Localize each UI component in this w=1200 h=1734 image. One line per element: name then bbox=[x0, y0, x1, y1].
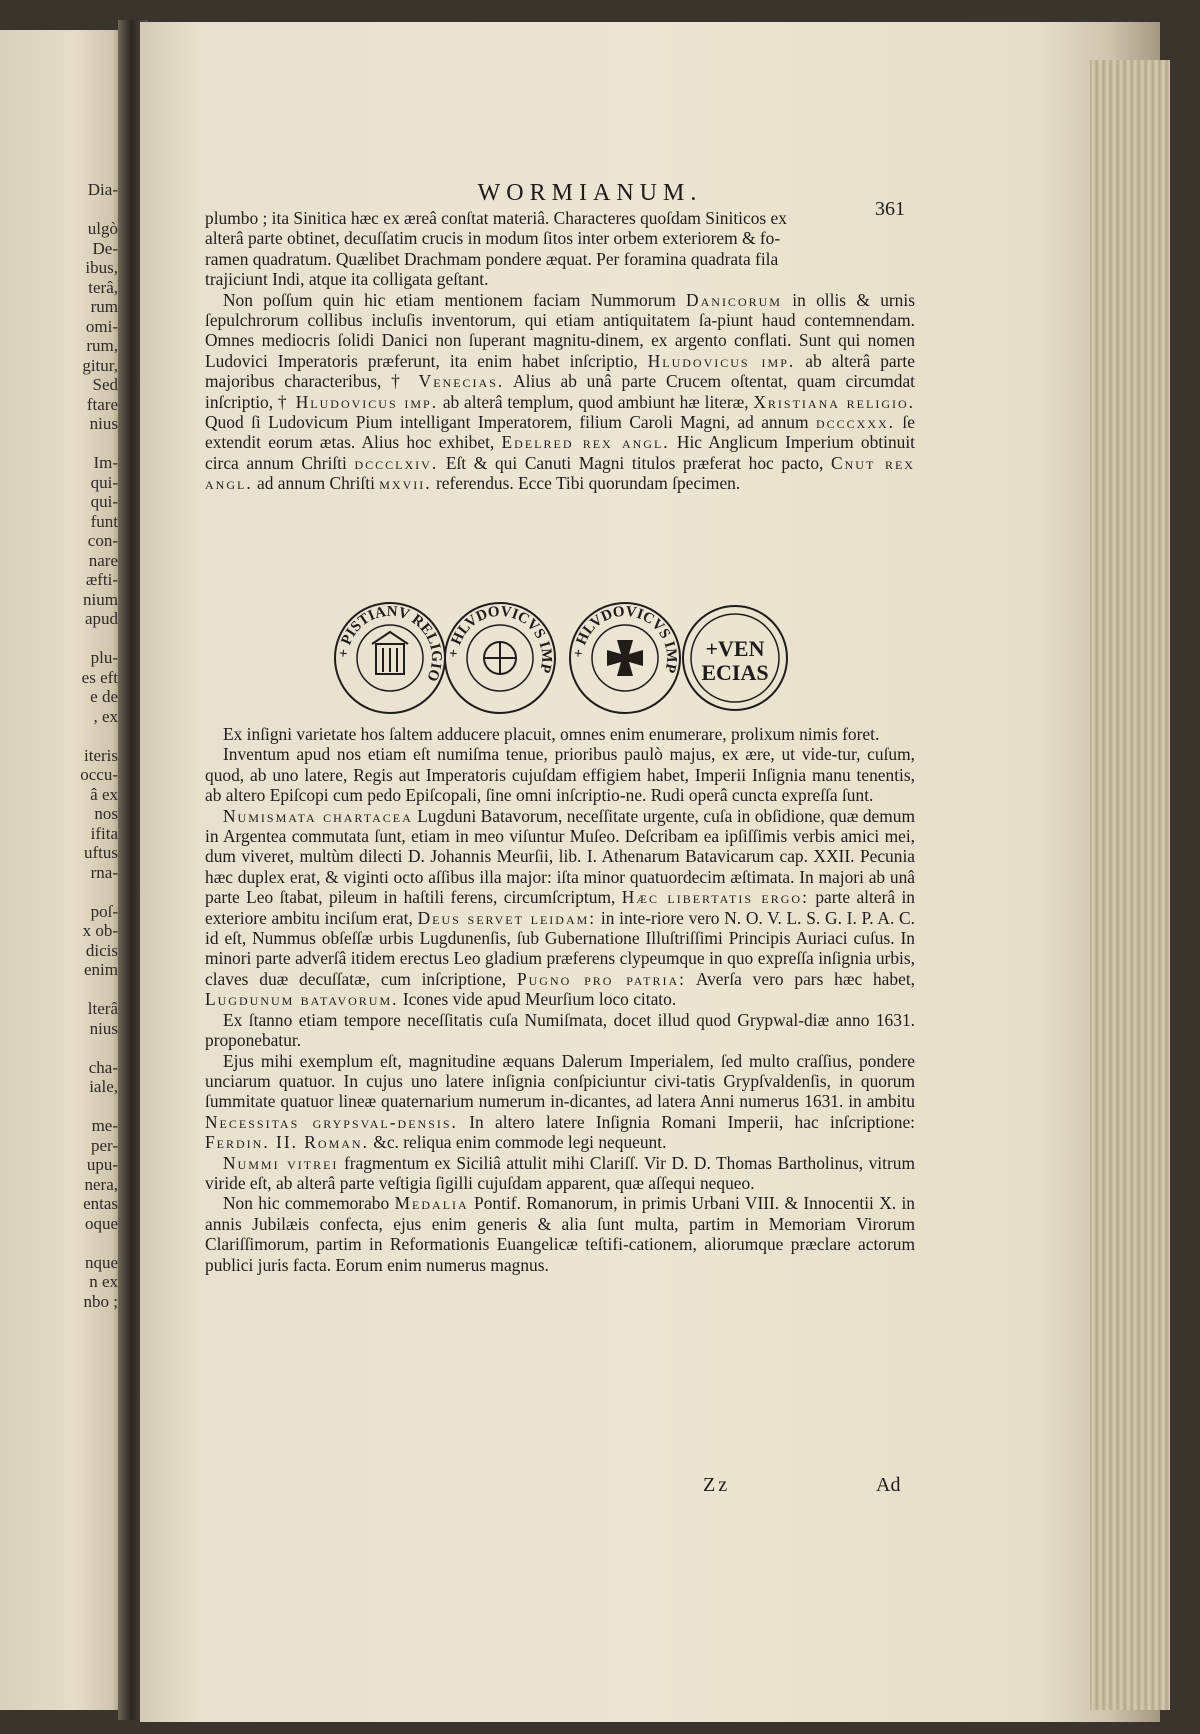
left-margin-fragment: ulgò bbox=[87, 219, 118, 238]
left-margin-fragment: nera, bbox=[84, 1174, 118, 1194]
left-margin-fragment bbox=[2, 434, 122, 454]
left-margin-fragment: iale, bbox=[89, 1077, 118, 1096]
running-head: WORMIANUM. bbox=[477, 180, 703, 206]
left-margin-fragment: e de bbox=[90, 687, 118, 706]
left-margin-fragment: nare bbox=[88, 550, 118, 570]
paragraph-medalia: Non hic commemorabo Medalia Pontif. Romanorum, in primis Urbani VIII. & Innocentii X. in annis Jubilæis confecta, ejus enim generis & alia ſunt multa, partim in Memoriam Virorum Clariſſimorum, partim in Reformationis Euangelicæ teſtifi-cationem, aliorumque præclare actorum publici juris facta. Eorum enim numerus magnus. bbox=[205, 1193, 916, 1275]
left-margin-fragment: x ob- bbox=[82, 921, 118, 940]
coin-2 bbox=[445, 603, 555, 713]
left-margin-fragment: nius bbox=[89, 1018, 118, 1038]
left-margin-fragment: ibus, bbox=[85, 258, 118, 277]
left-margin-fragment: omi- bbox=[85, 316, 118, 336]
coin-3-legend: + HLVDOVICVS IMP bbox=[570, 603, 680, 675]
left-margin-fragment: Sed bbox=[92, 375, 118, 394]
coin-3 bbox=[570, 603, 680, 713]
paragraph-ex-stanno: Ex ſtanno etiam tempore neceſſitatis cuſa Numiſmata, docet illud quod Grypwal-diæ anno 1631. proponebatur. bbox=[205, 1009, 915, 1051]
left-margin-fragment bbox=[2, 1097, 122, 1117]
left-page bbox=[0, 30, 125, 1710]
paragraph-line: plumbo ; ita Sinitica hæc ex æreâ conſtat materiâ. Characteres quoſdam Siniticos ex bbox=[205, 208, 787, 228]
coin-2-legend: + HLVDOVICVS IMP bbox=[445, 603, 555, 675]
coin-1-legend: + PISTIANV RELIGIO bbox=[335, 603, 445, 684]
left-margin-fragment bbox=[2, 200, 122, 220]
left-margin-fragment: apud bbox=[84, 609, 118, 628]
coin-illustrations bbox=[330, 598, 790, 718]
left-margin-fragment: æfti- bbox=[85, 570, 118, 589]
left-margin-fragment: nium bbox=[83, 589, 118, 609]
left-margin-fragment bbox=[2, 726, 122, 746]
left-margin-fragment: uftus bbox=[84, 843, 118, 862]
left-margin-fragment: occu- bbox=[80, 765, 118, 784]
left-margin-fragment bbox=[2, 980, 122, 1000]
left-margin-fragments bbox=[2, 180, 122, 1311]
left-margin-fragment: rum bbox=[90, 297, 118, 316]
left-margin-fragment: ifita bbox=[90, 823, 118, 843]
left-margin-fragment: De- bbox=[92, 238, 118, 258]
left-margin-fragment: dicis bbox=[85, 940, 118, 960]
paragraph-nummi-vitrei: Nummi vitrei fragmentum ex Siciliâ attulit mihi Clariſſ. Vir D. D. Thomas Bartholinus, vitrum viride eſt, ab alterâ parte veſtigia ſigilli cujuſdam apparent, quæ aſſequi nequeo. bbox=[205, 1152, 915, 1193]
left-margin-fragment: nius bbox=[89, 414, 118, 433]
left-margin-fragment: n ex bbox=[89, 1272, 118, 1291]
catchword: Ad bbox=[876, 1474, 901, 1496]
left-margin-fragment: upu- bbox=[86, 1155, 118, 1174]
left-margin-fragment: entas bbox=[83, 1194, 118, 1213]
left-margin-fragment: plu- bbox=[90, 648, 118, 667]
left-margin-fragment: â ex bbox=[90, 784, 118, 804]
left-margin-fragment: nbo ; bbox=[83, 1291, 118, 1311]
left-margin-fragment: rna- bbox=[90, 862, 118, 882]
left-margin-fragment: per- bbox=[90, 1135, 118, 1155]
left-margin-fragment bbox=[2, 882, 122, 902]
left-margin-fragment: cha- bbox=[88, 1057, 118, 1077]
left-margin-fragment: qui- bbox=[90, 492, 118, 511]
coin-4-line-1: +VEN bbox=[705, 636, 765, 661]
left-margin-fragment: es eft bbox=[81, 667, 118, 687]
left-margin-fragment: iteris bbox=[84, 745, 118, 765]
left-margin-fragment bbox=[2, 1038, 122, 1058]
page-number: 361 bbox=[875, 198, 905, 220]
paragraph-line: ramen quadratum. Quælibet Drachmam pondere æquat. Per foramina quadrata fila bbox=[205, 248, 779, 269]
coin-4-line-2: ECIAS bbox=[701, 660, 769, 685]
paragraph-danish-coins: Non poſſum quin hic etiam mentionem faciam Nummorum Danicorum in ollis & urnis ſepulchrorum collibus incluſis inventorum, qui etiam antiquitatem ſa-piunt haud contemnendam. Omnes mediocris ſolidi Danici non ſuperant magnitu-dinem, ex argento conflati. Sunt qui nomen Ludovici Imperatoris præferunt, ita enim habet inſcriptio, Hludovicus imp. ab alterâ parte majoribus characteribus, † Venecias. Alius ab unâ parte Crucem oſtentat, quam circumdat inſcriptio, † Hludovicus imp. ab alterâ templum, quod ambiunt hæ literæ, Xristiana religio. Quod ſi Ludovicum Pium intelligant Imperatorem, filium Caroli Magni, ad annum dcccxxx. ſe extendit eorum ætas. Alius hoc exhibet, Edelred rex angl. Hic Anglicum Imperium obtinuit circa annum Chriſti dccclxiv. Eſt & qui Canuti Magni titulos præferat hoc pacto, Cnut rex angl. ad annum Chriſti mxvii. referendus. Ecce Tibi quorundam ſpecimen. bbox=[205, 289, 915, 494]
left-margin-fragment: ftare bbox=[86, 394, 118, 414]
coin-4 bbox=[683, 606, 787, 710]
left-margin-fragment: enim bbox=[84, 960, 118, 979]
paragraph-line: trajiciunt Indi, atque ita colligata geſtant. bbox=[205, 269, 489, 290]
left-margin-fragment: con- bbox=[87, 531, 118, 550]
left-margin-fragment: gitur, bbox=[82, 355, 118, 375]
paragraph-line: alterâ parte obtinet, decuſſatim crucis in modum ſitos inter orbem exteriorem & fo- bbox=[205, 228, 781, 249]
left-margin-fragment: qui- bbox=[90, 472, 118, 492]
left-margin-fragment: poſ- bbox=[90, 901, 118, 921]
left-margin-fragment: oque bbox=[84, 1213, 118, 1233]
left-margin-fragment: Dia- bbox=[87, 180, 118, 199]
left-margin-fragment bbox=[2, 629, 122, 649]
text-block-upper bbox=[205, 208, 915, 494]
page-edge bbox=[1090, 60, 1170, 1710]
text-block-lower bbox=[205, 724, 915, 1275]
left-margin-fragment: terâ, bbox=[88, 277, 118, 297]
left-margin-fragment: nque bbox=[84, 1252, 118, 1272]
left-margin-fragment: Im- bbox=[93, 453, 118, 472]
left-margin-fragment bbox=[2, 1233, 122, 1253]
paragraph-ejus-exemplum: Ejus mihi exemplum eſt, magnitudine æquans Dalerum Imperialem, ſed multo craſſius, pondere unciarum quatuor. In cujus uno latere inſignia conſpiciuntur civi-tatis Grypſvaldenſis, in quorum ſummitate quatuor lineæ quaternarium numerum in-dicantes, ad latera Anni numerus 1631. in ambitu Necessitas grypsval-densis. In altero latere Inſignia Romani Imperii, hac inſcriptione: Ferdin. II. Roman. &c. reliqua enim commode legi nequeunt. bbox=[205, 1050, 915, 1153]
left-margin-fragment: nos bbox=[94, 804, 118, 823]
left-margin-fragment: lterâ bbox=[87, 999, 118, 1018]
left-margin-fragment: rum, bbox=[86, 336, 118, 355]
paragraph-numismata-chartacea: Numismata chartacea Lugduni Batavorum, neceſſitate urgente, cuſa in obſidione, quæ demum in Argentea commutata ſunt, etiam in meo viſuntur Muſeo. Deſcribam ea ipſiſſimis verbis amici mei, dum viveret, multùm dilecti D. Johannis Meurſii, lib. I. Athenarum Batavicarum cap. XXII. Pecunia hæc duplex erat, & viginti octo aſſibus illa major: iſta minor quatuordecim æſtimata. In majori ab unâ parte Leo ſtabat, pileum in haſtili ferens, circumſcriptum, Hæc libertatis ergo: parte alterâ in exteriore ambitu inciſum erat, Deus servet leidam: in inte-riore vero N. O. V. L. S. G. I. P. A. C. id eſt, Nummus obſeſſæ urbis Lugdunenſis, ſub Gubernatione Illuſtriſſimi Principis Auriaci cuſus. In minori parte adverſâ itidem erectus Leo gladium præferens clypeumque in quo expreſſa inſignia urbis, claves duæ decuſſatæ, cum inſcriptione, Pugno pro patria: Averſa vero pars hæc habet, Lugdunum batavorum. Icones vide apud Meurſium loco citato. bbox=[205, 805, 915, 1010]
coin-1 bbox=[335, 603, 445, 713]
signature-mark: Zz bbox=[703, 1474, 731, 1496]
paragraph-numisma-tenue: Inventum apud nos etiam eſt numiſma tenue, prioribus paulò majus, ex ære, ut vide-tur, cuſum, quod, ab uno latere, Regis aut Imperatoris cujuſdam effigiem habet, Imperii Inſignia manu tenentis, ab altero Epiſcopi cum pedo Epiſcopali, ſine omni inſcriptio-ne. Rudi operâ cuncta expreſſa ſunt. bbox=[205, 744, 915, 806]
paragraph-varietate: Ex inſigni varietate hos ſaltem adducere placuit, omnes enim enumerare, prolixum nimis foret. bbox=[223, 724, 880, 744]
left-margin-fragment: me- bbox=[91, 1116, 118, 1135]
left-margin-fragment: funt bbox=[90, 511, 118, 531]
left-margin-fragment: , ex bbox=[93, 706, 118, 726]
